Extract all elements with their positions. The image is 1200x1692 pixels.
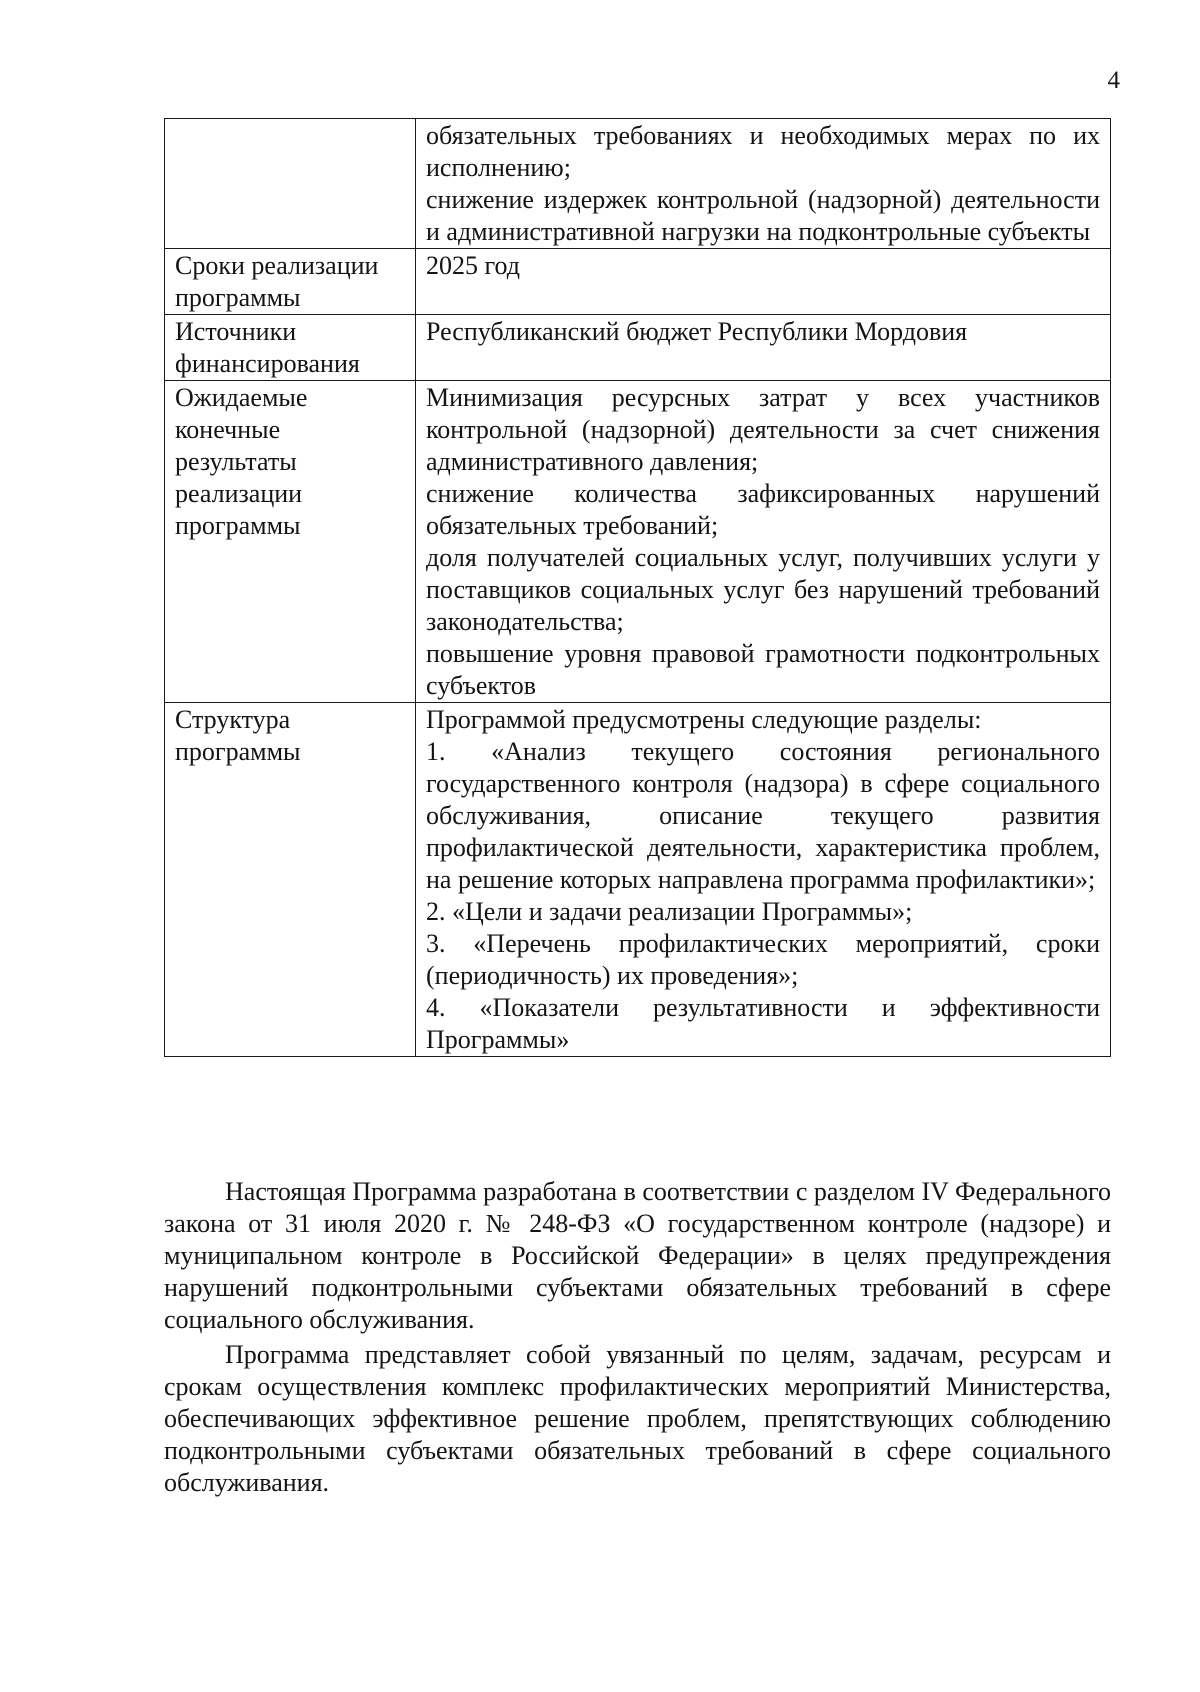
row-label bbox=[165, 119, 416, 249]
content-paragraph: доля получателей социальных услуг, получивших услуги у поставщиков социальных услуг без нарушений требований законодательства; bbox=[426, 543, 1100, 636]
table-row bbox=[165, 703, 1111, 1057]
table-row bbox=[165, 119, 1111, 249]
body-text bbox=[164, 1176, 1111, 1499]
row-label: Структура программы bbox=[165, 703, 416, 1057]
content-paragraph: 1. «Анализ текущего состояния регионального государственного контроля (надзора) в сфере социального обслуживания, описание текущего развития профилактической деятельности, характеристика проблем, на решение которых направлена программа профилактики»; bbox=[426, 737, 1100, 894]
content-paragraph: 2025 год bbox=[426, 251, 520, 280]
content-paragraph: 3. «Перечень профилактических мероприятий, сроки (периодичность) их проведения»; bbox=[426, 929, 1100, 990]
table-row bbox=[165, 315, 1111, 381]
row-label: Ожидаемые конечные результаты реализации программы bbox=[165, 381, 416, 703]
row-content bbox=[416, 381, 1111, 703]
content-paragraph: Республиканский бюджет Республики Мордовия bbox=[426, 317, 968, 346]
content-paragraph: 4. «Показатели результативности и эффективности Программы» bbox=[426, 993, 1100, 1054]
page-number: 4 bbox=[1107, 67, 1120, 94]
content-paragraph: Минимизация ресурсных затрат у всех участников контрольной (надзорной) деятельности за счет снижения административного давления; bbox=[426, 383, 1100, 476]
row-content bbox=[416, 119, 1111, 249]
content-paragraph: снижение издержек контрольной (надзорной) деятельности и административной нагрузки на подконтрольные субъекты bbox=[426, 185, 1100, 246]
body-paragraph: Настоящая Программа разработана в соответствии с разделом IV Федерального закона от 31 июля 2020 г. № 248-ФЗ «О государственном контроле (надзоре) и муниципальном контроле в Российской Федерации» в целях предупреждения нарушений подконтрольными субъектами обязательных требований в сфере социального обслуживания. bbox=[164, 1177, 1111, 1334]
content-paragraph: 2. «Цели и задачи реализации Программы»; bbox=[426, 897, 913, 926]
row-content bbox=[416, 703, 1111, 1057]
content-paragraph: снижение количества зафиксированных нарушений обязательных требований; bbox=[426, 479, 1100, 540]
content-paragraph: повышение уровня правовой грамотности подконтрольных субъектов bbox=[426, 639, 1100, 700]
row-label: Источники финансирования bbox=[165, 315, 416, 381]
row-content bbox=[416, 249, 1111, 315]
program-passport-table bbox=[164, 118, 1111, 1057]
body-paragraph: Программа представляет собой увязанный по целям, задачам, ресурсам и срокам осуществления комплекс профилактических мероприятий Министерства, обеспечивающих эффективное решение проблем, препятствующих соблюдению подконтрольными субъектами обязательных требований в сфере социального обслуживания. bbox=[164, 1340, 1111, 1497]
content-paragraph: Программой предусмотрены следующие разделы: bbox=[426, 705, 982, 734]
row-content bbox=[416, 315, 1111, 381]
table-row bbox=[165, 381, 1111, 703]
row-label: Сроки реализации программы bbox=[165, 249, 416, 315]
table-row bbox=[165, 249, 1111, 315]
content-paragraph: обязательных требованиях и необходимых мерах по их исполнению; bbox=[426, 121, 1100, 182]
